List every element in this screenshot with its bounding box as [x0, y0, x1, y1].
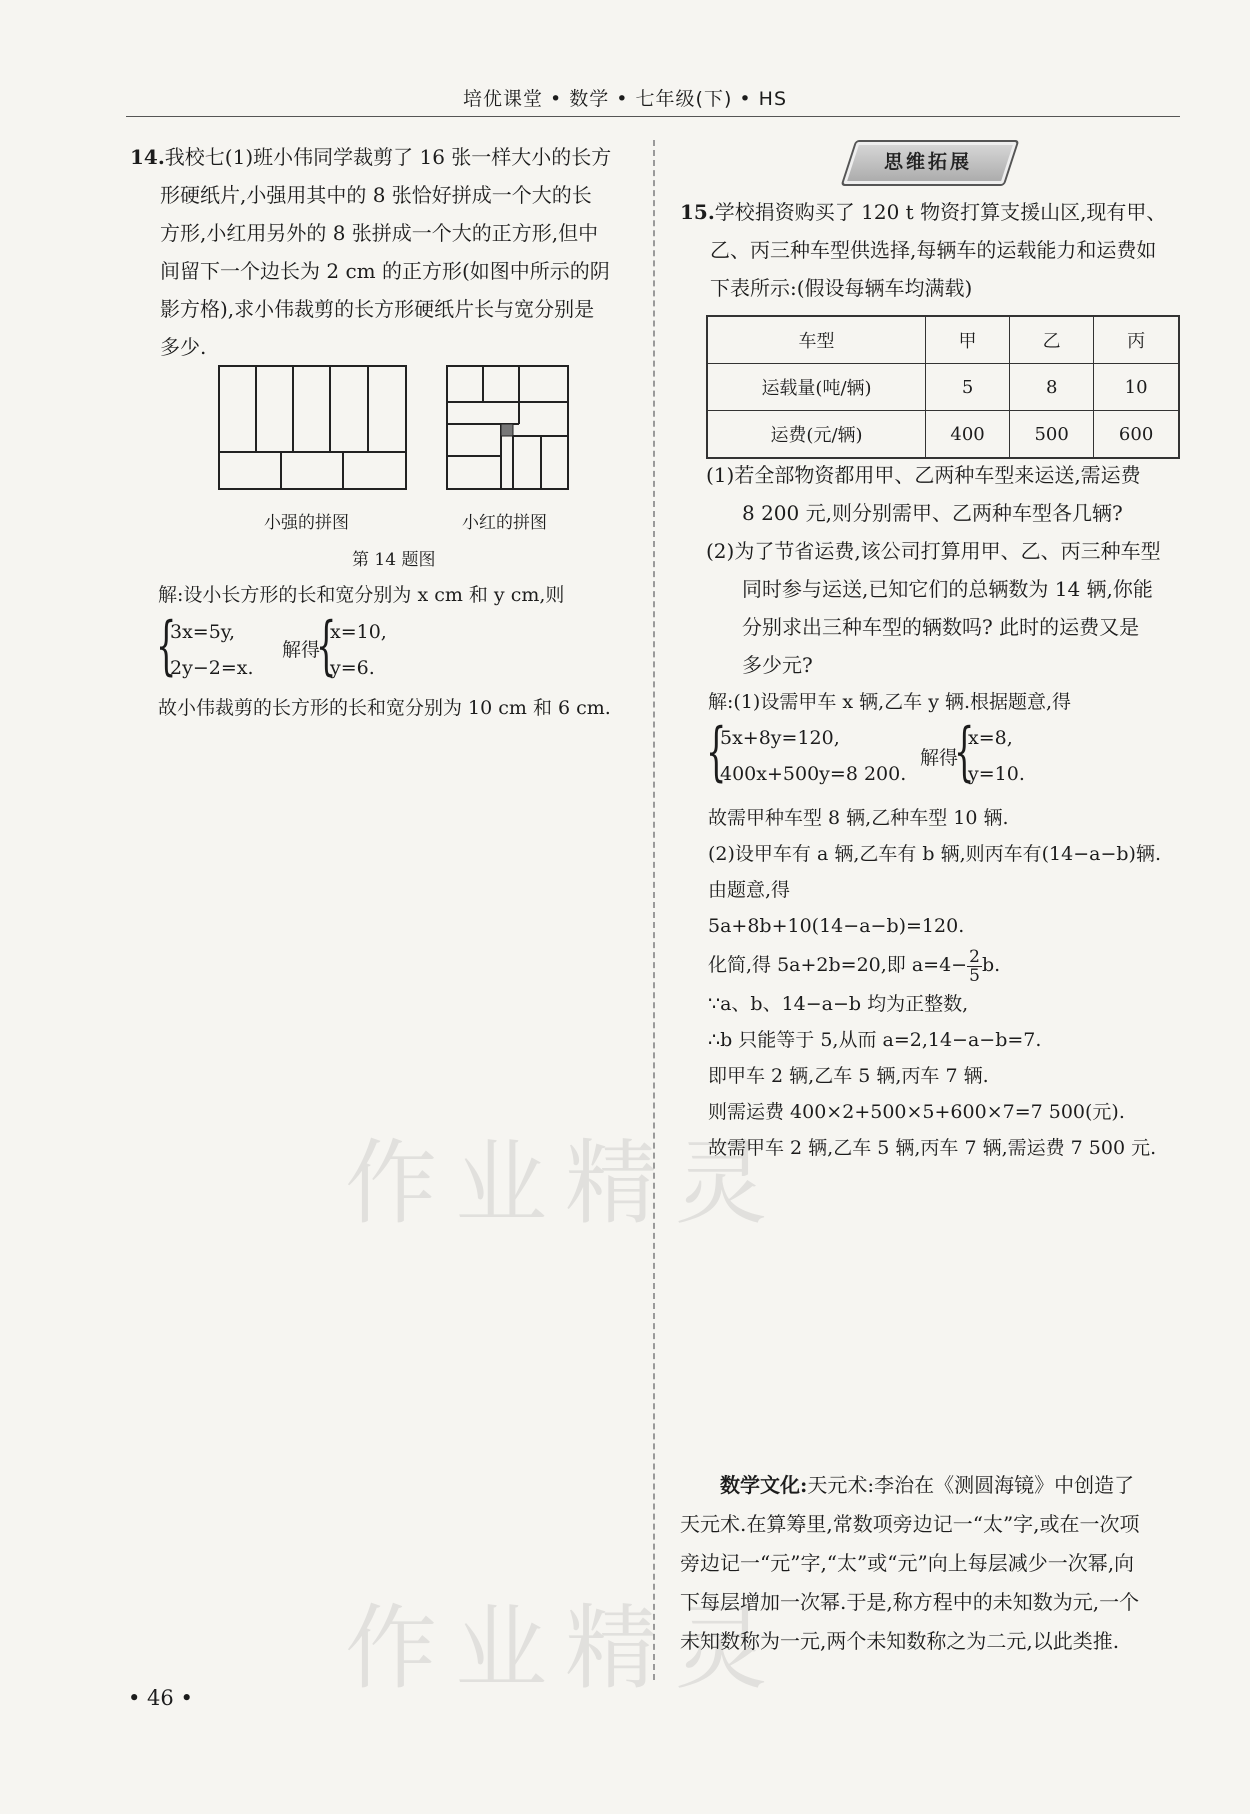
fraction-denominator: 5	[969, 965, 980, 986]
part-line: 分别求出三种车型的辆数吗? 此时的运费又是	[742, 615, 1140, 639]
table-row	[707, 364, 1179, 411]
page-header-title: 培优课堂 • 数学 • 七年级(下) • HS	[462, 88, 788, 110]
simplify-text: 化简,得 5a+2b=20,即 a=4−	[708, 954, 968, 976]
culture-line: 旁边记一“元”字,“太”或“元”向上每层减少一次幂,向	[680, 1551, 1135, 1575]
system-equations	[170, 614, 254, 686]
figure-title: 第 14 题图	[352, 550, 436, 570]
question-14	[130, 138, 640, 366]
brace-symbol: {	[156, 609, 177, 683]
system-results	[968, 720, 1025, 792]
column-divider	[653, 140, 655, 1680]
question-number: 15.	[680, 200, 715, 224]
fraction	[967, 948, 982, 985]
system-equations	[720, 720, 906, 792]
table-cell: 运载量(吨/辆)	[707, 364, 926, 411]
brace-symbol: {	[316, 609, 337, 683]
figure-caption-right: 小红的拼图	[462, 513, 547, 533]
table-row	[707, 411, 1179, 459]
xiaohong-puzzle-figure	[446, 365, 570, 491]
table-cell: 400	[926, 411, 1010, 459]
equation: 2y−2=x.	[170, 657, 254, 679]
solution-line: ∵a、b、14−a−b 均为正整数,	[708, 993, 969, 1015]
table-cell: 8	[1010, 364, 1094, 411]
question-15	[680, 193, 1180, 307]
section-badge: 思维拓展	[883, 151, 972, 173]
table-cell: 600	[1094, 411, 1179, 459]
solution-line-simplify	[708, 944, 1188, 986]
table-header-cell: 乙	[1010, 316, 1094, 364]
culture-line: 天元术:李治在《测圆海镜》中创造了	[807, 1473, 1135, 1497]
table-cell: 500	[1010, 411, 1094, 459]
solution-line: 5a+8b+10(14−a−b)=120.	[708, 915, 965, 937]
solution-line: 故需甲种车型 8 辆,乙种车型 10 辆.	[708, 807, 1009, 829]
solution-15-intro: 解:(1)设需甲车 x 辆,乙车 y 辆.根据题意,得	[708, 691, 1072, 713]
shaded-square	[501, 424, 513, 436]
solution-line: ∴b 只能等于 5,从而 a=2,14−a−b=7.	[708, 1029, 1042, 1051]
page-number: • 46 •	[128, 1686, 193, 1710]
part-line: 多少元?	[742, 653, 813, 677]
question-line: 我校七(1)班小伟同学裁剪了 16 张一样大小的长方	[164, 145, 612, 169]
brace-symbol: {	[954, 715, 975, 789]
header-rule	[126, 116, 1180, 117]
culture-line: 天元术.在算筹里,常数项旁边记一“太”字,或在一次项	[680, 1512, 1140, 1536]
part-line: 8 200 元,则分别需甲、乙两种车型各几辆?	[742, 501, 1123, 525]
solve-word: 解得	[282, 639, 321, 661]
question-line: 间留下一个边长为 2 cm 的正方形(如图中所示的阴	[160, 259, 610, 283]
solution-line: 由题意,得	[708, 879, 791, 901]
result: x=10,	[330, 621, 387, 643]
culture-label: 数学文化:	[720, 1473, 808, 1497]
fraction-numerator: 2	[969, 946, 980, 967]
question-line: 方形,小红用另外的 8 张拼成一个大的正方形,但中	[160, 221, 599, 245]
part-line: 同时参与运送,已知它们的总辆数为 14 辆,你能	[742, 577, 1153, 601]
result: y=6.	[330, 657, 375, 679]
table-cell: 5	[926, 364, 1010, 411]
table-header-row	[707, 316, 1179, 364]
simplify-text: b.	[981, 954, 1001, 976]
solution-line: 则需运费 400×2+500×5+600×7=7 500(元).	[708, 1101, 1125, 1123]
math-culture	[680, 1466, 1185, 1661]
system-results	[330, 614, 387, 686]
part-line: (1)若全部物资都用甲、乙两种车型来运送,需运费	[706, 463, 1141, 487]
question-line: 影方格),求小伟裁剪的长方形硬纸片长与宽分别是	[160, 297, 595, 321]
solve-word: 解得	[920, 747, 959, 769]
xiaoqiang-puzzle-figure	[218, 365, 408, 491]
equation: 5x+8y=120,	[720, 727, 840, 749]
question-15-parts	[706, 456, 1184, 684]
question-line: 形硬纸片,小强用其中的 8 张恰好拼成一个大的长	[160, 183, 592, 207]
solution-conclusion: 故小伟裁剪的长方形的长和宽分别为 10 cm 和 6 cm.	[158, 697, 611, 719]
figure-caption-left: 小强的拼图	[264, 513, 349, 533]
culture-line: 未知数称为一元,两个未知数称之为二元,以此类推.	[680, 1629, 1120, 1653]
table-header-cell: 车型	[707, 316, 926, 364]
brace-symbol: {	[706, 715, 727, 789]
equation: 400x+500y=8 200.	[720, 763, 907, 785]
culture-line: 下每层增加一次幂.于是,称方程中的未知数为元,一个	[680, 1590, 1140, 1614]
question-line: 多少.	[160, 335, 207, 359]
vehicle-table	[706, 315, 1180, 459]
table-cell: 10	[1094, 364, 1179, 411]
solution-line: (2)设甲车有 a 辆,乙车有 b 辆,则丙车有(14−a−b)辆.	[708, 843, 1162, 865]
result: y=10.	[968, 763, 1025, 785]
solution-15-part2	[708, 800, 1188, 1166]
solution-14	[158, 577, 648, 613]
question-line: 乙、丙三种车型供选择,每辆车的运载能力和运费如	[710, 238, 1157, 262]
solution-line: 故需甲车 2 辆,乙车 5 辆,丙车 7 辆,需运费 7 500 元.	[708, 1137, 1157, 1159]
table-cell: 运费(元/辆)	[707, 411, 926, 459]
question-line: 下表所示:(假设每辆车均满载)	[710, 276, 973, 300]
result: x=8,	[968, 727, 1013, 749]
question-number: 14.	[130, 145, 165, 169]
table-header-cell: 丙	[1094, 316, 1179, 364]
solution-line: 解:设小长方形的长和宽分别为 x cm 和 y cm,则	[158, 584, 565, 606]
table-header-cell: 甲	[926, 316, 1010, 364]
solution-line: 即甲车 2 辆,乙车 5 辆,丙车 7 辆.	[708, 1065, 989, 1087]
equation: 3x=5y,	[170, 621, 236, 643]
watermark: 作业精灵	[345, 1130, 786, 1237]
part-line: (2)为了节省运费,该公司打算用甲、乙、丙三种车型	[706, 539, 1161, 563]
watermark: 作业精灵	[345, 1595, 786, 1702]
question-line: 学校捐资购买了 120 t 物资打算支援山区,现有甲、	[714, 200, 1167, 224]
